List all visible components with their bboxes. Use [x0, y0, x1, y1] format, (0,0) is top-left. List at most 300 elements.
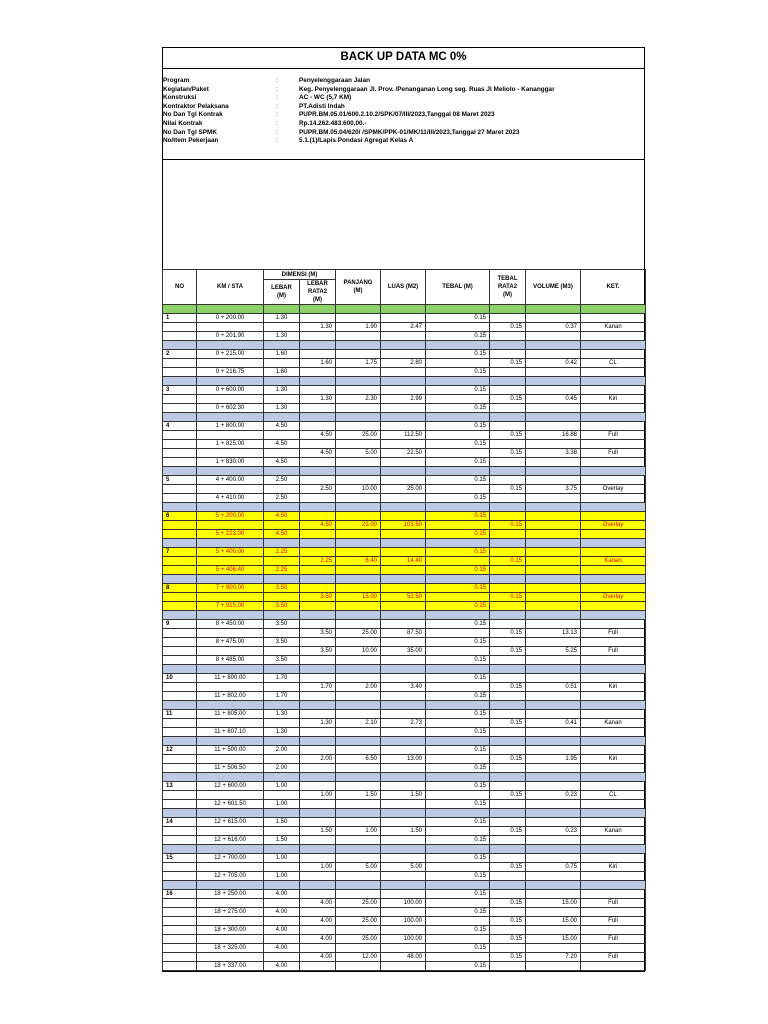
cell-volume	[526, 530, 581, 539]
empty-cell	[336, 773, 381, 782]
cell-lebar: 1.30	[264, 710, 300, 719]
cell-ket: Full	[581, 917, 646, 926]
cell-lebar	[264, 935, 300, 944]
cell-panjang	[336, 404, 381, 413]
empty-cell	[163, 881, 197, 890]
cell-lebar-rata2	[300, 692, 336, 701]
cell-tebal-rata2: 0.15	[490, 323, 526, 332]
empty-cell	[381, 575, 426, 584]
cell-ket	[581, 674, 646, 683]
empty-cell	[336, 701, 381, 710]
cell-luas: 103.50	[381, 521, 426, 530]
cell-no: 16	[163, 890, 197, 899]
cell-volume	[526, 440, 581, 449]
cell-lebar-rata2	[300, 638, 336, 647]
table-row	[163, 746, 646, 755]
cell-sta	[197, 629, 264, 638]
cell-lebar: 2.00	[264, 764, 300, 773]
cell-panjang	[336, 782, 381, 791]
cell-ket	[581, 620, 646, 629]
cell-lebar	[264, 683, 300, 692]
cell-lebar: 4.50	[264, 530, 300, 539]
cell-lebar-rata2	[300, 458, 336, 467]
cell-ket	[581, 530, 646, 539]
cell-ket	[581, 872, 646, 881]
cell-sta: 0 + 600.00	[197, 386, 264, 395]
cell-ket	[581, 386, 646, 395]
cell-tebal-rata2	[490, 962, 526, 971]
cell-panjang	[336, 710, 381, 719]
cell-sta: 7 + 915.00	[197, 602, 264, 611]
cell-luas	[381, 530, 426, 539]
group-separator-row	[163, 377, 646, 386]
cell-tebal-rata2	[490, 602, 526, 611]
cell-lebar: 3.50	[264, 656, 300, 665]
cell-volume	[526, 782, 581, 791]
cell-lebar	[264, 449, 300, 458]
cell-volume: 0.23	[526, 827, 581, 836]
empty-cell	[581, 503, 646, 512]
cell-no	[163, 917, 197, 926]
table-row	[163, 395, 646, 404]
cell-luas	[381, 548, 426, 557]
cell-luas	[381, 728, 426, 737]
empty-cell	[581, 611, 646, 620]
cell-luas	[381, 458, 426, 467]
empty-cell	[426, 665, 490, 674]
cell-volume	[526, 494, 581, 503]
cell-luas	[381, 332, 426, 341]
cell-panjang	[336, 800, 381, 809]
empty-cell	[381, 467, 426, 476]
cell-lebar-rata2: 4.00	[300, 899, 336, 908]
empty-cell	[526, 773, 581, 782]
cell-tebal-rata2	[490, 314, 526, 323]
cell-lebar: 4.50	[264, 512, 300, 521]
empty-cell	[197, 305, 264, 314]
cell-panjang: 25.00	[336, 629, 381, 638]
cell-no	[163, 719, 197, 728]
empty-cell	[264, 845, 300, 854]
cell-panjang	[336, 854, 381, 863]
empty-cell	[381, 539, 426, 548]
cell-volume	[526, 674, 581, 683]
cell-ket: Kanan	[581, 827, 646, 836]
cell-lebar: 1.50	[264, 836, 300, 845]
table-row	[163, 719, 646, 728]
cell-volume	[526, 926, 581, 935]
cell-ket: CL	[581, 791, 646, 800]
cell-luas	[381, 908, 426, 917]
cell-lebar-rata2	[300, 314, 336, 323]
cell-luas	[381, 314, 426, 323]
cell-lebar-rata2	[300, 386, 336, 395]
cell-sta	[197, 485, 264, 494]
empty-cell	[300, 611, 336, 620]
cell-sta: 0 + 602.30	[197, 404, 264, 413]
empty-cell	[426, 701, 490, 710]
cell-lebar: 2.50	[264, 476, 300, 485]
cell-tebal	[426, 593, 490, 602]
cell-no	[163, 602, 197, 611]
cell-lebar: 4.00	[264, 944, 300, 953]
cell-no: 13	[163, 782, 197, 791]
empty-cell	[163, 575, 197, 584]
group-separator-row	[163, 881, 646, 890]
empty-cell	[490, 305, 526, 314]
info-colon: :	[276, 85, 278, 93]
cell-panjang	[336, 440, 381, 449]
empty-cell	[426, 575, 490, 584]
cell-tebal: 0.15	[426, 422, 490, 431]
cell-luas: 2.80	[381, 359, 426, 368]
cell-lebar-rata2: 4.00	[300, 953, 336, 962]
cell-tebal	[426, 521, 490, 530]
cell-lebar-rata2	[300, 350, 336, 359]
cell-tebal-rata2: 0.15	[490, 485, 526, 494]
cell-no: 2	[163, 350, 197, 359]
table-row	[163, 476, 646, 485]
cell-lebar-rata2: 3.50	[300, 647, 336, 656]
empty-cell	[490, 665, 526, 674]
empty-cell	[581, 845, 646, 854]
header-divider-row	[163, 305, 646, 314]
cell-panjang: 25.00	[336, 935, 381, 944]
empty-cell	[581, 881, 646, 890]
cell-lebar-rata2: 1.60	[300, 359, 336, 368]
cell-volume	[526, 908, 581, 917]
empty-cell	[581, 575, 646, 584]
cell-lebar-rata2: 4.50	[300, 449, 336, 458]
page-title: BACK UP DATA MC 0%	[162, 47, 645, 69]
empty-cell	[490, 377, 526, 386]
cell-lebar: 1.30	[264, 332, 300, 341]
cell-panjang	[336, 692, 381, 701]
cell-no	[163, 566, 197, 575]
cell-lebar-rata2: 1.30	[300, 719, 336, 728]
cell-no	[163, 836, 197, 845]
cell-sta: 5 + 200.00	[197, 512, 264, 521]
cell-lebar-rata2	[300, 728, 336, 737]
cell-luas	[381, 926, 426, 935]
cell-ket	[581, 890, 646, 899]
cell-lebar-rata2: 3.50	[300, 593, 336, 602]
group-separator-row	[163, 503, 646, 512]
cell-tebal: 0.15	[426, 890, 490, 899]
cell-ket: Full	[581, 647, 646, 656]
cell-sta	[197, 755, 264, 764]
empty-cell	[300, 773, 336, 782]
cell-tebal-rata2: 0.15	[490, 755, 526, 764]
cell-lebar-rata2	[300, 854, 336, 863]
cell-sta	[197, 899, 264, 908]
cell-ket	[581, 314, 646, 323]
cell-sta: 12 + 601.50	[197, 800, 264, 809]
cell-sta: 4 + 410.00	[197, 494, 264, 503]
cell-luas: 14.40	[381, 557, 426, 566]
info-colon: :	[276, 94, 278, 102]
cell-no: 6	[163, 512, 197, 521]
cell-lebar: 4.00	[264, 908, 300, 917]
empty-cell	[581, 341, 646, 350]
empty-cell	[381, 665, 426, 674]
cell-luas: 2.47	[381, 323, 426, 332]
cell-tebal-rata2	[490, 638, 526, 647]
cell-luas	[381, 782, 426, 791]
cell-luas	[381, 494, 426, 503]
cell-luas	[381, 818, 426, 827]
empty-cell	[197, 665, 264, 674]
cell-luas	[381, 368, 426, 377]
cell-panjang	[336, 584, 381, 593]
empty-cell	[264, 467, 300, 476]
cell-tebal: 0.15	[426, 440, 490, 449]
empty-cell	[264, 575, 300, 584]
cell-tebal: 0.15	[426, 836, 490, 845]
cell-sta: 7 + 900.00	[197, 584, 264, 593]
cell-lebar-rata2	[300, 926, 336, 935]
cell-no	[163, 863, 197, 872]
cell-volume	[526, 764, 581, 773]
table-row	[163, 548, 646, 557]
empty-cell	[381, 377, 426, 386]
cell-tebal-rata2	[490, 890, 526, 899]
cell-panjang	[336, 494, 381, 503]
cell-tebal-rata2: 0.15	[490, 917, 526, 926]
cell-tebal	[426, 629, 490, 638]
empty-cell	[163, 737, 197, 746]
empty-cell	[336, 503, 381, 512]
table-row	[163, 368, 646, 377]
empty-cell	[300, 701, 336, 710]
cell-lebar-rata2	[300, 764, 336, 773]
cell-panjang	[336, 476, 381, 485]
cell-tebal: 0.15	[426, 332, 490, 341]
cell-tebal-rata2	[490, 530, 526, 539]
cell-lebar-rata2	[300, 818, 336, 827]
cell-tebal: 0.15	[426, 728, 490, 737]
empty-cell	[336, 665, 381, 674]
info-label: No Dan Tgl SPMK	[163, 128, 217, 136]
cell-panjang	[336, 764, 381, 773]
cell-ket: Kanan	[581, 557, 646, 566]
cell-sta: 11 + 500.00	[197, 746, 264, 755]
cell-tebal: 0.15	[426, 548, 490, 557]
empty-cell	[264, 503, 300, 512]
cell-panjang: 25.00	[336, 431, 381, 440]
cell-lebar-rata2: 4.50	[300, 521, 336, 530]
cell-volume	[526, 350, 581, 359]
cell-ket	[581, 368, 646, 377]
cell-volume	[526, 800, 581, 809]
cell-ket: Kanan	[581, 719, 646, 728]
cell-ket	[581, 548, 646, 557]
empty-cell	[197, 575, 264, 584]
cell-volume	[526, 476, 581, 485]
cell-panjang	[336, 314, 381, 323]
cell-luas	[381, 962, 426, 971]
cell-luas	[381, 638, 426, 647]
info-colon: :	[276, 111, 278, 119]
cell-no	[163, 638, 197, 647]
info-value: PUPR.BM.05.01/600.2.10.2/SPK/07/III/2023,Tanggal 08 Maret 2023	[299, 111, 495, 119]
cell-lebar-rata2	[300, 674, 336, 683]
cell-lebar: 3.50	[264, 602, 300, 611]
cell-lebar: 2.00	[264, 746, 300, 755]
cell-lebar-rata2	[300, 368, 336, 377]
cell-sta	[197, 935, 264, 944]
group-separator-row	[163, 845, 646, 854]
empty-cell	[300, 413, 336, 422]
table-row	[163, 683, 646, 692]
cell-no	[163, 728, 197, 737]
cell-panjang	[336, 512, 381, 521]
cell-volume	[526, 368, 581, 377]
empty-cell	[336, 575, 381, 584]
empty-cell	[264, 737, 300, 746]
cell-sta: 4 + 400.00	[197, 476, 264, 485]
cell-sta	[197, 521, 264, 530]
table-row	[163, 323, 646, 332]
cell-luas	[381, 386, 426, 395]
table-row	[163, 899, 646, 908]
empty-cell	[264, 773, 300, 782]
cell-panjang: 2.30	[336, 395, 381, 404]
cell-ket: Full	[581, 449, 646, 458]
cell-tebal	[426, 485, 490, 494]
empty-cell	[581, 773, 646, 782]
empty-cell	[426, 503, 490, 512]
cell-ket	[581, 944, 646, 953]
info-value: Rp.14.262.483.600,00.-	[299, 120, 367, 127]
table-row	[163, 728, 646, 737]
cell-no	[163, 647, 197, 656]
info-colon: :	[276, 128, 278, 136]
cell-tebal-rata2	[490, 458, 526, 467]
group-separator-row	[163, 413, 646, 422]
cell-lebar-rata2	[300, 584, 336, 593]
cell-luas	[381, 656, 426, 665]
info-colon: :	[276, 102, 278, 110]
cell-panjang	[336, 602, 381, 611]
info-colon: :	[276, 120, 278, 127]
cell-luas	[381, 350, 426, 359]
cell-luas	[381, 404, 426, 413]
cell-tebal-rata2	[490, 710, 526, 719]
empty-cell	[426, 377, 490, 386]
cell-tebal: 0.15	[426, 620, 490, 629]
cell-lebar-rata2	[300, 836, 336, 845]
empty-cell	[426, 881, 490, 890]
cell-no: 12	[163, 746, 197, 755]
cell-ket	[581, 332, 646, 341]
cell-tebal-rata2: 0.15	[490, 719, 526, 728]
cell-panjang	[336, 620, 381, 629]
cell-panjang	[336, 836, 381, 845]
cell-tebal-rata2: 0.15	[490, 521, 526, 530]
header-no: NO	[163, 270, 197, 305]
cell-tebal-rata2	[490, 422, 526, 431]
cell-sta: 11 + 807.10	[197, 728, 264, 737]
cell-volume	[526, 386, 581, 395]
cell-tebal: 0.15	[426, 476, 490, 485]
cell-lebar	[264, 521, 300, 530]
empty-cell	[197, 413, 264, 422]
cell-ket	[581, 422, 646, 431]
cell-no	[163, 953, 197, 962]
cell-lebar-rata2	[300, 440, 336, 449]
cell-sta: 0 + 216.75	[197, 368, 264, 377]
cell-volume: 3.75	[526, 485, 581, 494]
cell-panjang	[336, 746, 381, 755]
header-km-sta: KM / STA	[197, 270, 264, 305]
cell-panjang	[336, 962, 381, 971]
cell-lebar-rata2: 4.00	[300, 935, 336, 944]
cell-lebar-rata2	[300, 566, 336, 575]
cell-lebar: 3.50	[264, 584, 300, 593]
empty-cell	[381, 881, 426, 890]
empty-cell	[300, 341, 336, 350]
cell-ket	[581, 638, 646, 647]
cell-panjang: 2.00	[336, 683, 381, 692]
cell-panjang	[336, 566, 381, 575]
cell-no	[163, 404, 197, 413]
header-lebar-rata2: LEBAR RATA2 (M)	[300, 280, 336, 305]
empty-cell	[197, 809, 264, 818]
cell-lebar: 4.00	[264, 962, 300, 971]
cell-no: 14	[163, 818, 197, 827]
cell-tebal-rata2: 0.15	[490, 935, 526, 944]
cell-ket	[581, 692, 646, 701]
empty-cell	[581, 305, 646, 314]
cell-lebar	[264, 359, 300, 368]
cell-tebal	[426, 395, 490, 404]
empty-cell	[426, 341, 490, 350]
header-ket: KET.	[581, 270, 646, 305]
cell-lebar: 1.30	[264, 386, 300, 395]
cell-panjang	[336, 350, 381, 359]
cell-lebar	[264, 827, 300, 836]
empty-cell	[336, 413, 381, 422]
cell-volume	[526, 314, 581, 323]
cell-ket	[581, 962, 646, 971]
table-row	[163, 566, 646, 575]
cell-ket: Overlay	[581, 521, 646, 530]
cell-tebal-rata2	[490, 656, 526, 665]
empty-cell	[197, 773, 264, 782]
cell-sta	[197, 863, 264, 872]
empty-cell	[163, 341, 197, 350]
cell-tebal-rata2	[490, 764, 526, 773]
cell-luas	[381, 872, 426, 881]
empty-cell	[163, 845, 197, 854]
cell-lebar: 2.25	[264, 566, 300, 575]
cell-luas	[381, 674, 426, 683]
cell-tebal: 0.15	[426, 944, 490, 953]
cell-luas: 13.00	[381, 755, 426, 764]
cell-tebal: 0.15	[426, 314, 490, 323]
cell-panjang	[336, 728, 381, 737]
cell-panjang	[336, 674, 381, 683]
table-row	[163, 791, 646, 800]
cell-volume	[526, 944, 581, 953]
cell-lebar-rata2	[300, 602, 336, 611]
empty-cell	[381, 611, 426, 620]
cell-sta: 0 + 201.90	[197, 332, 264, 341]
cell-lebar: 1.70	[264, 692, 300, 701]
cell-tebal	[426, 431, 490, 440]
empty-cell	[197, 845, 264, 854]
